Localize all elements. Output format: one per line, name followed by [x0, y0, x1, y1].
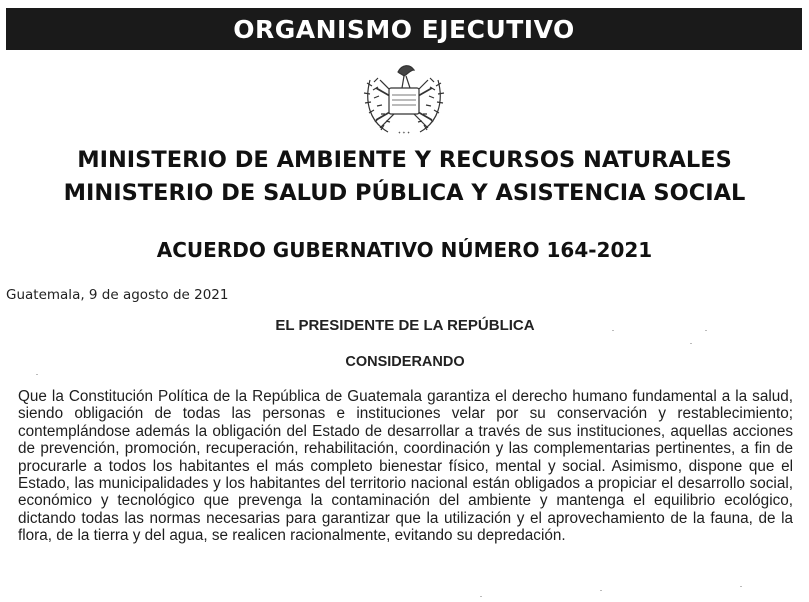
agreement-number-title: ACUERDO GUBERNATIVO NÚMERO 164-2021	[156, 238, 653, 262]
considerando-paragraph: Que la Constitución Política de la República de Guatemala garantiza el derecho humano fundamental a la salud, siendo obligación de todas las personas e instituciones velar por su conservación y restablecimiento; contemplándose además la obligación del Estado de desarrollar a través de sus instituciones, aquellas acciones de prevención, promoción, recuperación, rehabilitación, coordinación y las complementarias pertinentes, a fin de procurarle a todos los habitantes el más completo bienestar físico, mental y social. Asimismo, dispone que el Estado, las municipalidades y los habitantes del territorio nacional están obligados a propiciar el desarrollo social, económico y tecnológico que prevenga la contaminación del ambiente y mantenga el equilibrio ecológico, dictando todas las normas necesarias para garantizar que la utilización y el aprovechamiento de la fauna, de la flora, de la tierra y del agua, se realicen racionalmente, evitando su depredación.	[18, 388, 793, 545]
section-banner: ORGANISMO EJECUTIVO	[6, 8, 802, 50]
document-date: Guatemala, 9 de agosto de 2021	[6, 287, 229, 303]
svg-text:✦ ✦ ✦: ✦ ✦ ✦	[397, 130, 411, 135]
coat-of-arms-icon	[358, 58, 450, 140]
president-heading: EL PRESIDENTE DE LA REPÚBLICA	[275, 317, 535, 334]
ministry-title-environment: MINISTERIO DE AMBIENTE Y RECURSOS NATURALES	[77, 147, 732, 173]
considerando-heading: CONSIDERANDO	[345, 354, 465, 370]
ministry-title-health: MINISTERIO DE SALUD PÚBLICA Y ASISTENCIA SOCIAL	[63, 180, 746, 206]
